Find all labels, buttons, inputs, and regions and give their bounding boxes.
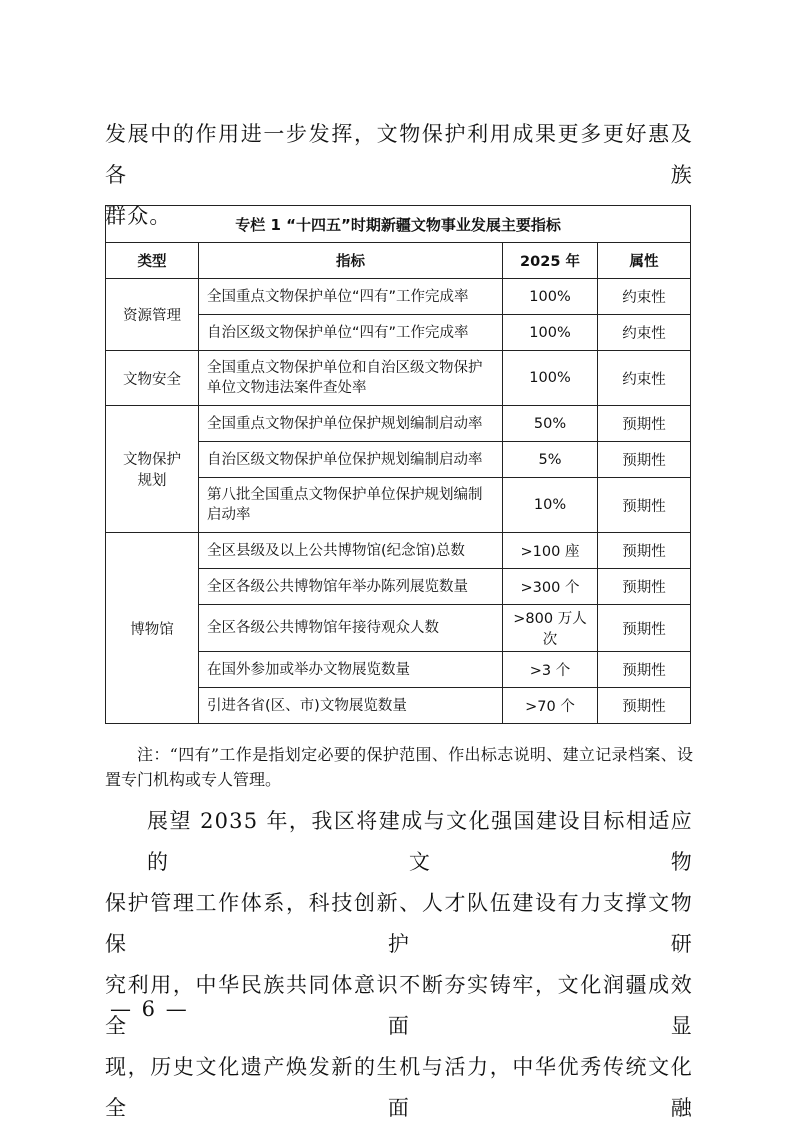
outlook-line-1: 展望 2035 年，我区将建成与文化强国建设目标相适应的文物 (147, 809, 693, 874)
header-indicator: 指标 (199, 243, 503, 279)
attribute-cell: 预期性 (598, 569, 691, 605)
outlook-line-3: 究利用，中华民族共同体意识不断夯实铸牢，文化润疆成效全面显 (105, 973, 693, 1038)
value-cell: 5% (503, 442, 598, 478)
indicator-cell: 全区县级及以上公共博物馆(纪念馆)总数 (199, 533, 503, 569)
attribute-cell: 预期性 (598, 406, 691, 442)
indicator-cell: 全区各级公共博物馆年举办陈列展览数量 (199, 569, 503, 605)
category-cell: 博物馆 (106, 533, 199, 724)
value-cell: 100% (503, 279, 598, 315)
indicator-table (105, 205, 691, 724)
value-cell: >300 个 (503, 569, 598, 605)
category-cell: 资源管理 (106, 279, 199, 351)
value-cell: >3 个 (503, 652, 598, 688)
category-cell: 文物安全 (106, 351, 199, 406)
indicator-cell: 第八批全国重点文物保护单位保护规划编制启动率 (199, 478, 503, 533)
table-row (106, 279, 691, 315)
outlook-line-4: 现，历史文化遗产焕发新的生机与活力，中华优秀传统文化全面融 (105, 1055, 693, 1120)
header-attribute: 属性 (598, 243, 691, 279)
attribute-cell: 预期性 (598, 442, 691, 478)
table-row (106, 533, 691, 569)
attribute-cell: 预期性 (598, 533, 691, 569)
outlook-paragraph (105, 801, 693, 1129)
header-type: 类型 (106, 243, 199, 279)
value-cell: >800 万人次 (503, 605, 598, 652)
attribute-cell: 约束性 (598, 351, 691, 406)
attribute-cell: 预期性 (598, 688, 691, 724)
attribute-cell: 约束性 (598, 315, 691, 351)
indicator-cell: 全国重点文物保护单位保护规划编制启动率 (199, 406, 503, 442)
table-note: 注：“四有”工作是指划定必要的保护范围、作出标志说明、建立记录档案、设置专门机构或专人管理。 (105, 745, 693, 789)
intro-line-1: 发展中的作用进一步发挥，文物保护利用成果更多更好惠及各族 (105, 122, 693, 187)
value-cell: >100 座 (503, 533, 598, 569)
value-cell: 50% (503, 406, 598, 442)
indicator-cell: 引进各省(区、市)文物展览数量 (199, 688, 503, 724)
attribute-cell: 预期性 (598, 652, 691, 688)
value-cell: >70 个 (503, 688, 598, 724)
value-cell: 10% (503, 478, 598, 533)
category-cell: 文物保护规划 (106, 406, 199, 533)
header-year: 2025 年 (503, 243, 598, 279)
attribute-cell: 预期性 (598, 478, 691, 533)
page-number: — 6 — (110, 997, 189, 1021)
table-caption: 专栏 1 “十四五”时期新疆文物事业发展主要指标 (106, 206, 691, 243)
outlook-line-2: 保护管理工作体系，科技创新、人才队伍建设有力支撑文物保护研 (105, 891, 693, 956)
indicator-cell: 在国外参加或举办文物展览数量 (199, 652, 503, 688)
attribute-cell: 预期性 (598, 605, 691, 652)
indicator-cell: 全区各级公共博物馆年接待观众人数 (199, 605, 503, 652)
value-cell: 100% (503, 351, 598, 406)
value-cell: 100% (503, 315, 598, 351)
indicator-cell: 自治区级文物保护单位保护规划编制启动率 (199, 442, 503, 478)
indicator-cell: 全国重点文物保护单位和自治区级文物保护单位文物违法案件查处率 (199, 351, 503, 406)
indicator-cell: 自治区级文物保护单位“四有”工作完成率 (199, 315, 503, 351)
intro-line-2: 群众。 (105, 204, 172, 228)
indicator-cell: 全国重点文物保护单位“四有”工作完成率 (199, 279, 503, 315)
table-row (106, 406, 691, 442)
attribute-cell: 约束性 (598, 279, 691, 315)
table-row (106, 351, 691, 406)
